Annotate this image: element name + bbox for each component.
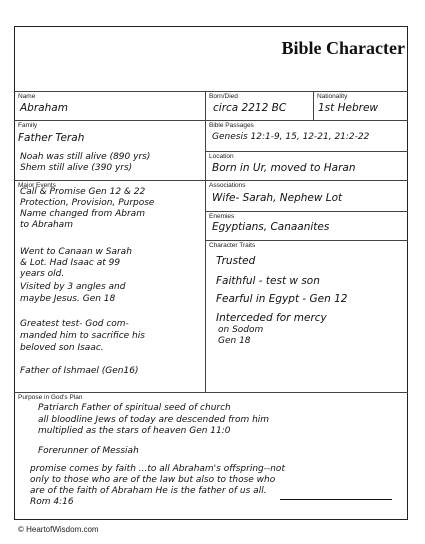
trait-line: on Sodom: [218, 325, 264, 335]
purpose-line: Patriarch Father of spiritual seed of church: [38, 403, 231, 413]
born-died-label: Born/Died: [209, 93, 238, 100]
purpose-line: are of the faith of Abraham He is the father of us all.: [30, 486, 267, 496]
enemies-label: Enemies: [209, 213, 235, 220]
event-line: Name changed from Abram: [20, 209, 145, 219]
nationality-label: Nationality: [317, 93, 348, 100]
divider: [14, 392, 408, 393]
nationality-value: 1st Hebrew: [318, 102, 378, 114]
divider: [205, 211, 408, 212]
event-line: & Lot. Had Isaac at 99: [20, 258, 121, 268]
event-line: manded him to sacrifice his: [20, 331, 145, 341]
family-line: Father Terah: [18, 132, 85, 144]
divider: [14, 91, 408, 92]
purpose-line: Forerunner of Messiah: [38, 446, 139, 456]
event-line: Call & Promise Gen 12 & 22: [20, 187, 146, 197]
purpose-line: promise comes by faith ...to all Abraham's offspring--not: [30, 464, 285, 474]
page-title: Bible Character: [281, 38, 405, 58]
associations-value: Wife- Sarah, Nephew Lot: [212, 192, 343, 204]
name-value: Abraham: [20, 102, 68, 114]
family-line: Noah was still alive (890 yrs): [20, 152, 151, 162]
event-line: Father of Ishmael (Gen16): [20, 366, 139, 376]
trait-line: Trusted: [216, 255, 256, 267]
purpose-line: multiplied as the stars of heaven Gen 11:0: [38, 426, 231, 436]
event-line: years old.: [20, 269, 65, 279]
divider: [313, 91, 314, 120]
purpose-label: Purpose in God's Plan: [18, 394, 83, 401]
divider: [205, 151, 408, 152]
bible-passages-value: Genesis 12:1-9, 15, 12-21, 21:2-22: [212, 132, 370, 142]
trait-line: Interceded for mercy: [216, 312, 327, 324]
major-events-label: Major Events: [18, 182, 56, 189]
purpose-line: all bloodline Jews of today are descended from him: [38, 415, 270, 425]
family-line: Shem still alive (390 yrs): [20, 163, 133, 173]
event-line: Greatest test- God com-: [20, 319, 129, 329]
associations-label: Associations: [209, 182, 246, 189]
character-traits-label: Character Traits: [209, 242, 256, 249]
divider: [14, 120, 408, 121]
location-value: Born in Ur, moved to Haran: [212, 162, 356, 174]
event-line: beloved son Isaac.: [20, 343, 104, 353]
born-died-value: circa 2212 BC: [213, 102, 287, 114]
enemies-value: Egyptians, Canaanites: [212, 221, 330, 233]
location-label: Location: [209, 153, 234, 160]
event-line: Went to Canaan w Sarah: [20, 247, 132, 257]
divider: [205, 240, 408, 241]
family-label: Family: [18, 122, 38, 129]
event-line: maybe Jesus. Gen 18: [20, 294, 116, 304]
emphasis-underline: [280, 499, 392, 500]
name-label: Name: [18, 93, 36, 100]
event-line: Visited by 3 angles and: [20, 282, 126, 292]
divider: [205, 91, 206, 392]
trait-line: Fearful in Egypt - Gen 12: [216, 293, 348, 305]
copyright-footer: © HeartofWisdom.com: [18, 525, 99, 534]
divider: [14, 180, 408, 181]
purpose-line: Rom 4:16: [30, 497, 74, 507]
purpose-line: only to those who are of the law but also to those who: [30, 475, 276, 485]
trait-line: Faithful - test w son: [216, 275, 320, 287]
trait-line: Gen 18: [218, 336, 251, 346]
bible-passages-label: Bible Passages: [209, 122, 254, 129]
event-line: to Abraham: [20, 220, 73, 230]
event-line: Protection, Provision, Purpose: [20, 198, 155, 208]
